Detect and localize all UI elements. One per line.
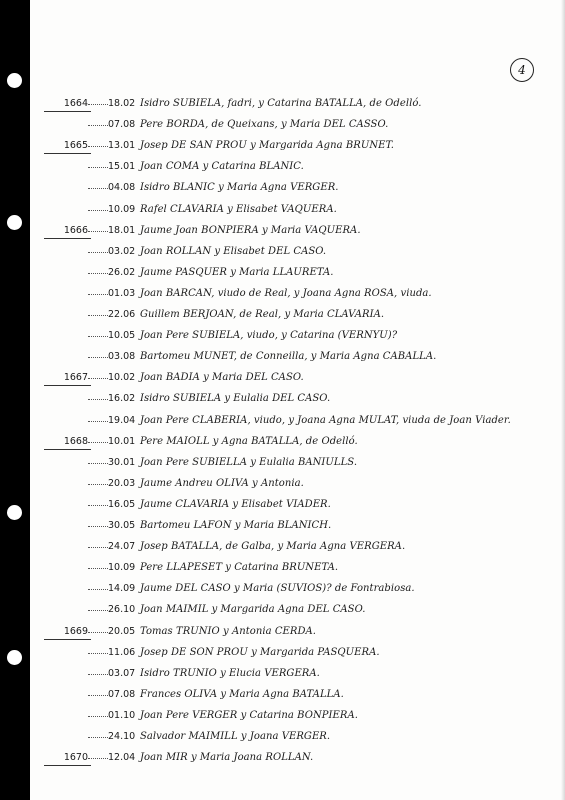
entry-text: Isidro SUBIELA y Eulalia DEL CASO. bbox=[140, 393, 331, 405]
leader-line bbox=[88, 610, 108, 611]
entry-date: 10.09 bbox=[108, 562, 136, 574]
entry-date: 26.02 bbox=[108, 266, 136, 278]
entry-date: 18.01 bbox=[108, 224, 136, 236]
punch-hole bbox=[7, 505, 22, 520]
entry-date: 07.08 bbox=[108, 119, 136, 131]
entry-date: 24.07 bbox=[108, 541, 136, 553]
register-entry bbox=[30, 499, 565, 519]
entry-date: 22.06 bbox=[108, 309, 136, 320]
register-entry bbox=[30, 668, 565, 688]
binder-strip bbox=[0, 0, 30, 800]
register-entry bbox=[30, 119, 565, 139]
entry-date: 30.01 bbox=[108, 456, 136, 468]
register-entry bbox=[30, 161, 565, 181]
leader-line bbox=[88, 210, 108, 211]
entry-text: Joan MIR y Maria Joana ROLLAN. bbox=[140, 752, 314, 764]
punch-hole bbox=[7, 215, 22, 230]
entry-date: 01.10 bbox=[108, 709, 136, 721]
entry-date: 10.02 bbox=[108, 372, 136, 384]
entry-year: 1667 bbox=[63, 372, 88, 384]
leader-line bbox=[88, 188, 108, 189]
leader-line bbox=[88, 294, 108, 295]
register-entry bbox=[30, 267, 565, 287]
entry-year: 1670 bbox=[63, 752, 88, 764]
leader-line bbox=[88, 632, 108, 633]
leader-line bbox=[88, 378, 108, 379]
register-entry bbox=[30, 415, 565, 435]
entry-text: Frances OLIVA y Maria Agna BATALLA. bbox=[140, 688, 344, 700]
leader-line bbox=[88, 146, 108, 147]
entry-date: 24.10 bbox=[108, 731, 136, 742]
entry-date: 18.02 bbox=[108, 98, 136, 109]
entry-date: 20.05 bbox=[108, 625, 136, 637]
entry-date: 14.09 bbox=[108, 583, 136, 595]
entry-text: Joan Pere VERGER y Catarina BONPIERA. bbox=[140, 709, 358, 721]
register-entry bbox=[30, 478, 565, 498]
entry-date: 11.06 bbox=[108, 646, 136, 658]
leader-line bbox=[88, 737, 108, 738]
leader-line bbox=[88, 104, 108, 105]
entry-text: Rafel CLAVARIA y Elisabet VAQUERA. bbox=[140, 203, 337, 215]
entry-text: Jaume Joan BONPIERA y Maria VAQUERA. bbox=[140, 224, 361, 236]
year-underline bbox=[44, 765, 91, 766]
entry-date: 10.01 bbox=[108, 435, 136, 447]
leader-line bbox=[88, 653, 108, 654]
entry-text: Joan MAIMIL y Margarida Agna DEL CASO. bbox=[140, 604, 366, 616]
register-entry bbox=[30, 689, 565, 709]
entry-date: 03.07 bbox=[108, 667, 136, 679]
leader-line bbox=[88, 442, 108, 443]
entry-text: Jaume Andreu OLIVA y Antonia. bbox=[140, 477, 304, 489]
entry-date: 04.08 bbox=[108, 182, 136, 194]
entry-text: Guillem BERJOAN, de Real, y Maria CLAVARIA. bbox=[140, 309, 385, 320]
year-underline bbox=[44, 153, 91, 154]
year-underline bbox=[44, 238, 91, 239]
entry-year: 1664 bbox=[63, 98, 88, 109]
punch-hole bbox=[7, 650, 22, 665]
entry-text: Pere BORDA, de Queixans, y Maria DEL CASSO. bbox=[140, 119, 389, 131]
register-entry bbox=[30, 372, 565, 392]
leader-line bbox=[88, 547, 108, 548]
register-entry bbox=[30, 583, 565, 603]
entry-date: 07.08 bbox=[108, 688, 136, 700]
leader-line bbox=[88, 231, 108, 232]
entry-date: 15.01 bbox=[108, 161, 136, 173]
entry-date: 16.02 bbox=[108, 393, 136, 405]
entry-text: Joan ROLLAN y Elisabet DEL CASO. bbox=[140, 245, 327, 257]
leader-line bbox=[88, 695, 108, 696]
entry-date: 03.02 bbox=[108, 245, 136, 257]
entry-date: 01.03 bbox=[108, 287, 136, 299]
entry-text: Joan BARCAN, viudo de Real, y Joana Agna ROSA, viuda. bbox=[140, 287, 432, 299]
document-page bbox=[30, 0, 565, 800]
leader-line bbox=[88, 167, 108, 168]
entry-date: 20.03 bbox=[108, 477, 136, 489]
entry-text: Isidro BLANIC y Maria Agna VERGER. bbox=[140, 182, 339, 194]
register-entry bbox=[30, 204, 565, 224]
entry-text: Salvador MAIMILL y Joana VERGER. bbox=[140, 731, 331, 742]
entry-year: 1668 bbox=[63, 435, 88, 447]
register-entry bbox=[30, 710, 565, 730]
entry-text: Pere LLAPESET y Catarina BRUNETA. bbox=[140, 562, 339, 574]
entry-date: 19.04 bbox=[108, 414, 136, 426]
entry-date: 30.05 bbox=[108, 520, 136, 531]
entry-text: Pere MAIOLL y Agna BATALLA, de Odelló. bbox=[140, 435, 358, 447]
leader-line bbox=[88, 484, 108, 485]
entry-text: Jaume DEL CASO y Maria (SUVIOS)? de Fontrabiosa. bbox=[140, 583, 415, 595]
page-number: 4 bbox=[510, 58, 534, 82]
entry-date: 12.04 bbox=[108, 752, 136, 764]
entry-text: Josep DE SAN PROU y Margarida Agna BRUNET. bbox=[140, 140, 394, 152]
entry-text: Joan BADIA y Maria DEL CASO. bbox=[140, 372, 304, 384]
entry-text: Josep BATALLA, de Galba, y Maria Agna VERGERA. bbox=[140, 541, 406, 553]
register-entry bbox=[30, 457, 565, 477]
entry-text: Bartomeu MUNET, de Conneilla, y Maria Agna CABALLA. bbox=[140, 351, 437, 363]
register-entry bbox=[30, 309, 565, 329]
register-entry bbox=[30, 541, 565, 561]
leader-line bbox=[88, 589, 108, 590]
punch-hole bbox=[7, 73, 22, 88]
entry-text: Isidro TRUNIO y Elucia VERGERA. bbox=[140, 667, 320, 679]
register-entry bbox=[30, 647, 565, 667]
entry-date: 10.05 bbox=[108, 330, 136, 342]
entry-text: Isidro SUBIELA, fadri, y Catarina BATALLA, de Odelló. bbox=[140, 98, 422, 109]
entry-year: 1669 bbox=[63, 625, 88, 637]
entry-text: Tomas TRUNIO y Antonia CERDA. bbox=[140, 625, 317, 637]
register-entry bbox=[30, 752, 565, 772]
entry-text: Jaume PASQUER y Maria LLAURETA. bbox=[140, 266, 334, 278]
leader-line bbox=[88, 336, 108, 337]
register-entry bbox=[30, 225, 565, 245]
leader-line bbox=[88, 357, 108, 358]
entry-date: 26.10 bbox=[108, 604, 136, 616]
register-entry bbox=[30, 182, 565, 202]
entry-text: Jaume CLAVARIA y Elisabet VIADER. bbox=[140, 498, 331, 510]
register-entry bbox=[30, 604, 565, 624]
register-entry bbox=[30, 520, 565, 540]
register-entry bbox=[30, 393, 565, 413]
register-entry bbox=[30, 140, 565, 160]
leader-line bbox=[88, 505, 108, 506]
year-underline bbox=[44, 639, 91, 640]
year-underline bbox=[44, 385, 91, 386]
leader-line bbox=[88, 758, 108, 759]
year-underline bbox=[44, 111, 91, 112]
entry-date: 03.08 bbox=[108, 351, 136, 363]
leader-line bbox=[88, 315, 108, 316]
leader-line bbox=[88, 526, 108, 527]
leader-line bbox=[88, 399, 108, 400]
leader-line bbox=[88, 252, 108, 253]
leader-line bbox=[88, 674, 108, 675]
register-entry bbox=[30, 731, 565, 751]
leader-line bbox=[88, 273, 108, 274]
entry-date: 13.01 bbox=[108, 140, 136, 152]
register-entry bbox=[30, 98, 565, 118]
entry-date: 10.09 bbox=[108, 203, 136, 215]
entry-year: 1665 bbox=[63, 140, 88, 152]
entry-date: 16.05 bbox=[108, 498, 136, 510]
entry-text: Joan Pere SUBIELLA y Eulalia BANIULLS. bbox=[140, 456, 358, 468]
register-entry bbox=[30, 562, 565, 582]
year-underline bbox=[44, 449, 91, 450]
entry-text: Josep DE SON PROU y Margarida PASQUERA. bbox=[140, 646, 380, 658]
leader-line bbox=[88, 716, 108, 717]
entry-year: 1666 bbox=[63, 224, 88, 236]
entry-text: Joan Pere CLABERIA, viudo, y Joana Agna MULAT, viuda de Joan Viader. bbox=[140, 414, 511, 426]
register-entry bbox=[30, 288, 565, 308]
register-entry bbox=[30, 246, 565, 266]
leader-line bbox=[88, 421, 108, 422]
entry-text: Joan COMA y Catarina BLANIC. bbox=[140, 161, 304, 173]
register-entry bbox=[30, 351, 565, 371]
register-entry bbox=[30, 436, 565, 456]
register-entry bbox=[30, 626, 565, 646]
leader-line bbox=[88, 568, 108, 569]
leader-line bbox=[88, 125, 108, 126]
leader-line bbox=[88, 463, 108, 464]
entry-text: Bartomeu LAFON y Maria BLANICH. bbox=[140, 520, 332, 531]
register-entry bbox=[30, 330, 565, 350]
entry-text: Joan Pere SUBIELA, viudo, y Catarina (VERNYU)? bbox=[140, 330, 398, 342]
